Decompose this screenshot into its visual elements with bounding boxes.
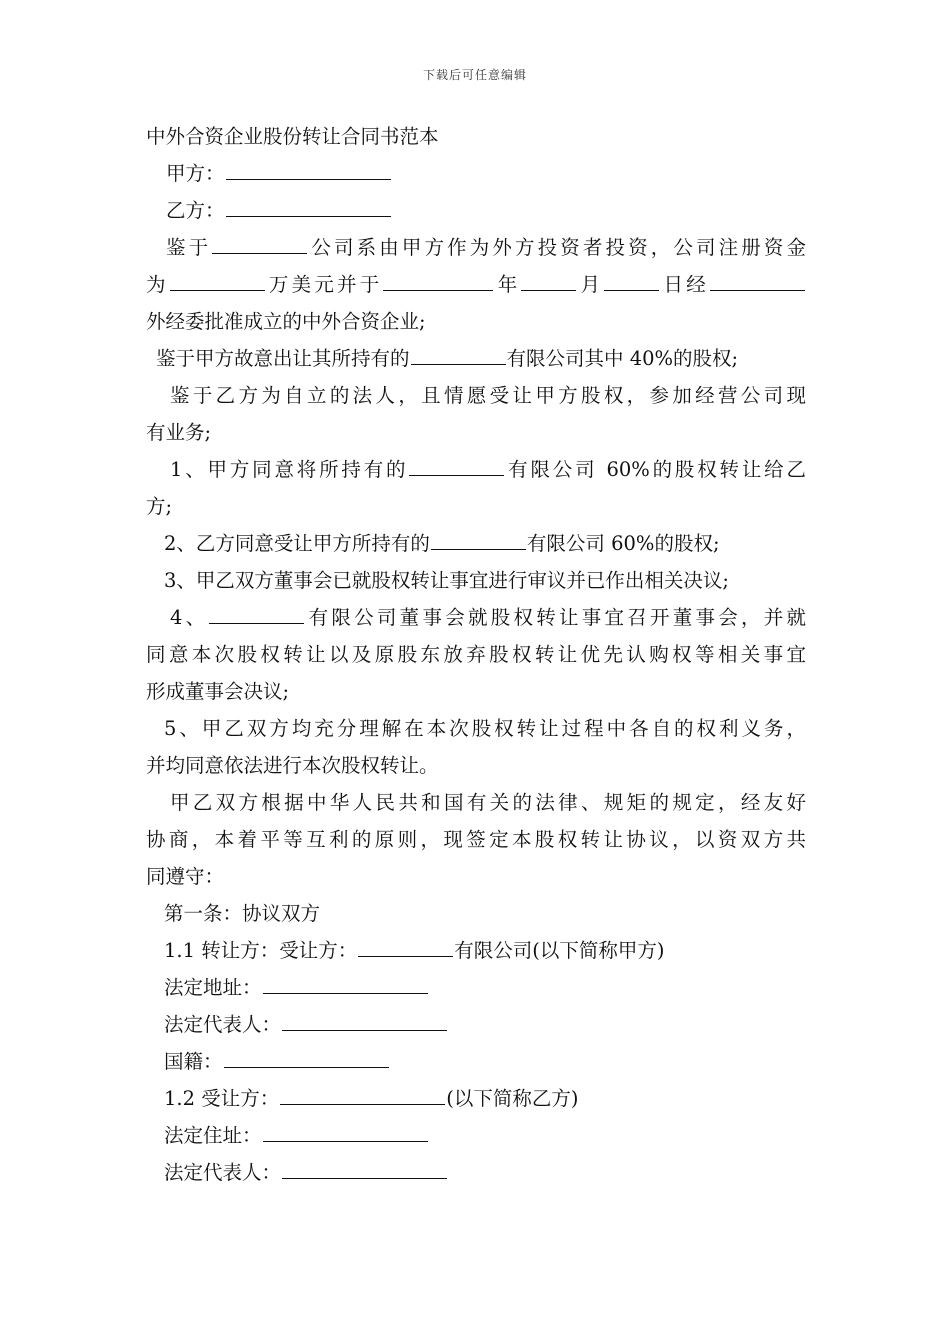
- party-a-address-line: [146, 969, 806, 1006]
- party-a-blank: [226, 157, 391, 180]
- party-a-rep-blank: [282, 1008, 447, 1031]
- item-3-line: 3、甲乙双方董事会已就股权转让事宜进行审议并已作出相关决议;: [164, 569, 729, 592]
- company-name-blank: [212, 231, 307, 254]
- item-4-company-blank: [209, 601, 304, 624]
- section-1-2-line: [146, 1080, 806, 1117]
- approver-blank: [710, 268, 805, 291]
- recital-1-text-a: 鉴于: [166, 236, 212, 259]
- party-b-address-label: 法定住址：: [164, 1124, 262, 1147]
- party-b-rep-blank: [282, 1156, 447, 1179]
- party-a-line: [146, 155, 806, 192]
- recital-1-text-b: 公司系由甲方作为外方投资者投资，公司注册资金: [308, 236, 806, 259]
- page-header-note: 下载后可任意编辑: [422, 68, 527, 82]
- item-2-text-b: 有限公司 60%的股权;: [526, 532, 720, 555]
- section-1-2-text-a: 1.2 受让方：: [164, 1087, 280, 1110]
- item-4-text-a: 4、: [170, 606, 209, 629]
- recital-2-line: [146, 340, 806, 377]
- item-2-text-a: 2、乙方同意受让甲方所持有的: [164, 532, 430, 555]
- item-5-line-2: 并均同意依法进行本次股权转让。: [146, 754, 439, 777]
- party-a-label: 甲方：: [166, 162, 225, 185]
- item-4-line-3: 形成董事会决议;: [146, 680, 290, 703]
- capital-blank: [170, 268, 265, 291]
- party-b-address-blank: [263, 1119, 428, 1142]
- item-5-line-1: 5、甲乙双方均充分理解在本次股权转让过程中各自的权利义务，: [164, 717, 806, 740]
- recital-1-text-e: 年: [494, 273, 521, 296]
- party-b-blank: [226, 194, 391, 217]
- party-a-address-blank: [263, 971, 428, 994]
- section-1-1-text-a: 1.1 转让方：受让方：: [164, 939, 358, 962]
- recital-2-company-blank: [411, 342, 506, 365]
- item-4-text-b: 有限公司董事会就股权转让事宜召开董事会，并就: [305, 606, 806, 629]
- party-b-line: [146, 192, 806, 229]
- nationality-blank: [224, 1045, 389, 1068]
- section-1-1-line: [146, 932, 806, 969]
- item-1-company-blank: [409, 453, 504, 476]
- recital-2-text-b: 有限公司其中 40%的股权;: [506, 347, 739, 370]
- party-a-rep-label: 法定代表人：: [164, 1013, 282, 1036]
- party-b-rep-label: 法定代表人：: [164, 1161, 282, 1184]
- agreement-para-line-3: 同遵守：: [146, 865, 225, 888]
- recital-1-line-3: 外经委批准成立的中外合资企业;: [146, 310, 426, 333]
- recital-2-text-a: 鉴于甲方故意出让其所持有的: [156, 347, 410, 370]
- party-b-rep-line: [146, 1154, 806, 1191]
- recital-1-line-2: [146, 266, 806, 303]
- recital-1-text-c: 为: [146, 273, 169, 296]
- recital-3-line-1: 鉴于乙方为自立的法人，且情愿受让甲方股权，参加经营公司现: [170, 384, 806, 407]
- day-blank: [604, 268, 659, 291]
- item-1-line-2: 方;: [146, 495, 173, 518]
- recital-1-text-f: 月: [577, 273, 604, 296]
- recital-3-line-2: 有业务;: [146, 421, 212, 444]
- agreement-para-line-2: 协商，本着平等互利的原则，现签定本股权转让协议，以资双方共: [146, 828, 806, 851]
- nationality-label: 国籍：: [164, 1050, 223, 1073]
- year-blank: [383, 268, 493, 291]
- section-1-1-text-b: 有限公司(以下简称甲方): [454, 939, 665, 962]
- recital-1-text-g: 日经: [660, 273, 709, 296]
- item-1-text-a: 1、甲方同意将所持有的: [170, 458, 409, 481]
- item-4-line-1: [146, 599, 806, 636]
- item-4-line-2: 同意本次股权转让以及原股东放弃股权转让优先认购权等相关事宜: [146, 643, 806, 666]
- document-title: 中外合资企业股份转让合同书范本: [146, 125, 439, 148]
- item-1-text-b: 有限公司 60%的股权转让给乙: [505, 458, 806, 481]
- transferee-blank: [280, 1082, 445, 1105]
- section-1-2-text-b: (以下简称乙方): [446, 1087, 579, 1110]
- party-a-address-label: 法定地址：: [164, 976, 262, 999]
- month-blank: [521, 268, 576, 291]
- item-1-line-1: [146, 451, 806, 488]
- item-2-company-blank: [431, 527, 526, 550]
- party-b-address-line: [146, 1117, 806, 1154]
- nationality-line: [146, 1043, 806, 1080]
- document-body: [146, 118, 806, 1191]
- transferor-company-blank: [358, 934, 453, 957]
- party-a-rep-line: [146, 1006, 806, 1043]
- recital-1-text-d: 万美元并于: [265, 273, 383, 296]
- article-1-heading: 第一条：协议双方: [164, 902, 321, 925]
- recital-1-line-1: [146, 229, 806, 266]
- party-b-label: 乙方：: [166, 199, 225, 222]
- agreement-para-line-1: 甲乙双方根据中华人民共和国有关的法律、规矩的规定，经友好: [170, 791, 806, 814]
- item-2-line: [146, 525, 806, 562]
